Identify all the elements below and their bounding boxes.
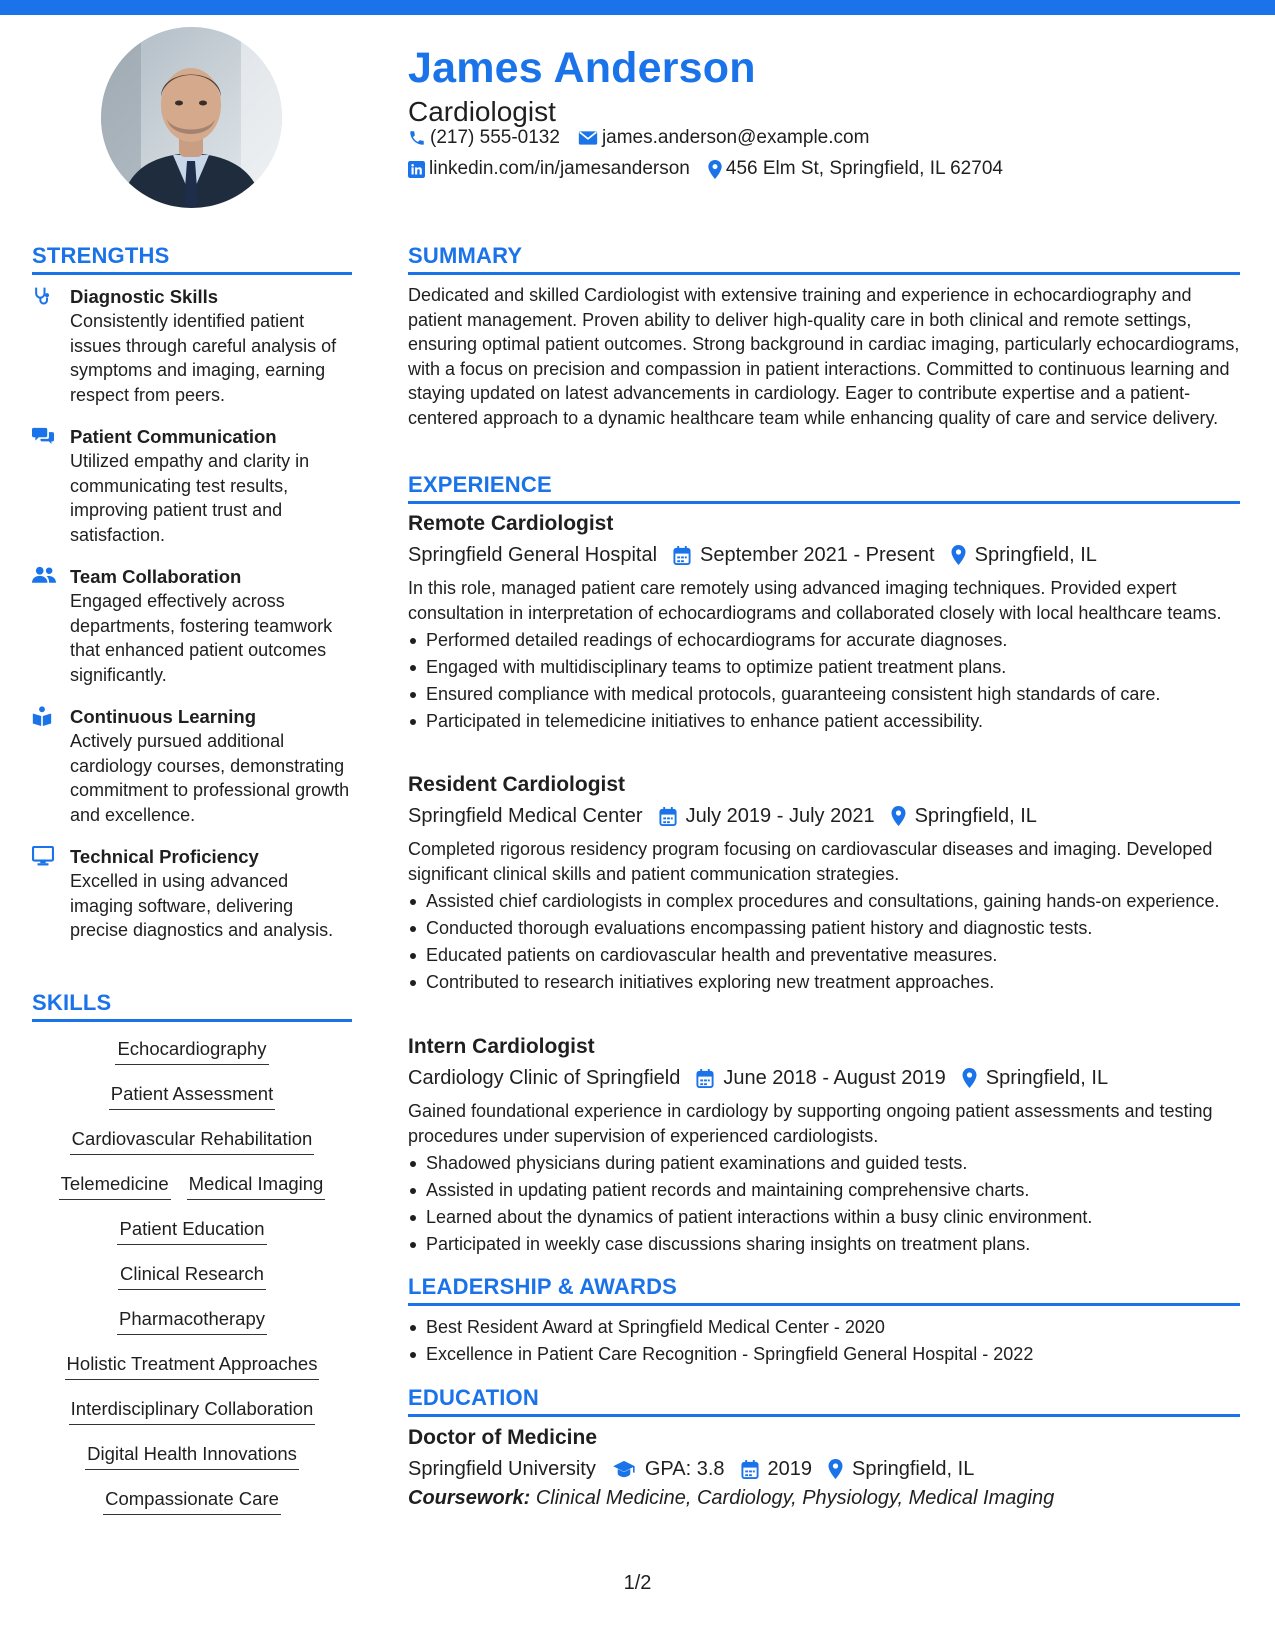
job-dates: June 2018 - August 2019 bbox=[723, 1067, 946, 1089]
summary-rule bbox=[408, 272, 1240, 275]
experience-rule bbox=[408, 501, 1240, 504]
job-description: Completed rigorous residency program focusing on cardiovascular diseases and imaging. Developed significant clinical skills and patient communication strategies. bbox=[408, 839, 1213, 884]
envelope-icon bbox=[578, 130, 598, 146]
job-meta bbox=[408, 801, 1240, 831]
graduation-year: 2019 bbox=[767, 1458, 813, 1480]
list-item: Participated in telemedicine initiatives to enhance patient accessibility. bbox=[408, 709, 1240, 733]
job-location: Springfield, IL bbox=[974, 544, 1097, 566]
strength-title: Technical Proficiency bbox=[70, 846, 259, 867]
strength-desc: Excelled in using advanced imaging software, delivering precise diagnostics and analysis. bbox=[70, 871, 334, 940]
education-location: Springfield, IL bbox=[852, 1458, 975, 1480]
strengths-rule bbox=[32, 272, 352, 275]
company-name: Springfield General Hospital bbox=[408, 544, 658, 566]
skills-rule bbox=[32, 1019, 352, 1022]
job-location: Springfield, IL bbox=[914, 805, 1037, 827]
strength-item bbox=[32, 285, 352, 407]
strength-item bbox=[32, 565, 352, 687]
address-item bbox=[708, 158, 1003, 180]
strengths-heading: STRENGTHS bbox=[32, 243, 170, 268]
linkedin-link[interactable]: linkedin.com/in/jamesanderson bbox=[429, 158, 690, 179]
graduation-cap-icon bbox=[612, 1460, 636, 1478]
map-pin-icon bbox=[891, 806, 906, 826]
contact-row-2 bbox=[408, 158, 1021, 180]
company-name: Springfield Medical Center bbox=[408, 805, 643, 827]
list-item: Engaged with multidisciplinary teams to optimize patient treatment plans. bbox=[408, 655, 1240, 679]
skill-tag: Clinical Research bbox=[118, 1261, 266, 1290]
stethoscope-icon bbox=[32, 285, 70, 407]
job-meta bbox=[408, 1063, 1240, 1093]
leadership-heading: LEADERSHIP & AWARDS bbox=[408, 1274, 678, 1299]
school-name: Springfield University bbox=[408, 1458, 596, 1480]
job-title: Intern Cardiologist bbox=[408, 1035, 595, 1058]
profile-photo bbox=[101, 27, 282, 208]
list-item: Best Resident Award at Springfield Medical Center - 2020 bbox=[408, 1315, 1240, 1339]
skill-tag: Holistic Treatment Approaches bbox=[65, 1351, 320, 1380]
map-pin-icon bbox=[708, 160, 722, 179]
phone-item bbox=[408, 127, 560, 149]
list-item: Educated patients on cardiovascular health and preventative measures. bbox=[408, 943, 1240, 967]
skill-tag: Compassionate Care bbox=[103, 1486, 281, 1515]
job-dates: July 2019 - July 2021 bbox=[685, 805, 875, 827]
coursework bbox=[408, 1484, 1240, 1512]
education-rule bbox=[408, 1414, 1240, 1417]
phone-text[interactable]: (217) 555-0132 bbox=[430, 127, 560, 148]
experience-heading: EXPERIENCE bbox=[408, 472, 552, 497]
summary-heading: SUMMARY bbox=[408, 243, 523, 268]
skill-tag: Patient Education bbox=[117, 1216, 266, 1245]
strengths-list bbox=[32, 285, 352, 961]
awards-list bbox=[408, 1315, 1240, 1369]
list-item: Performed detailed readings of echocardiograms for accurate diagnoses. bbox=[408, 628, 1240, 652]
skill-tag: Interdisciplinary Collaboration bbox=[69, 1396, 316, 1425]
skill-tag: Cardiovascular Rehabilitation bbox=[70, 1126, 315, 1155]
phone-icon bbox=[408, 129, 426, 147]
list-item: Conducted thorough evaluations encompassing patient history and diagnostic tests. bbox=[408, 916, 1240, 940]
summary-text: Dedicated and skilled Cardiologist with extensive training and experience in echocardiography and patient management. Proven ability to deliver high-quality care in both clinical and remote settings, ensuring optimal patient outcomes. Strong background in cardiac imaging, particularly echocardiograms, with a focus on precision and compassion in patient interactions. Committed to continuous learning and staying updated on latest advancements in cardiology. Eager to contribute expertise and a patient-centered approach to a dynamic healthcare team while enhancing quality of care and service delivery. bbox=[408, 285, 1240, 428]
email-item bbox=[578, 127, 869, 149]
strength-item bbox=[32, 845, 352, 943]
list-item: Learned about the dynamics of patient interactions within a busy clinic environment. bbox=[408, 1205, 1240, 1229]
list-item: Shadowed physicians during patient examinations and guided tests. bbox=[408, 1151, 1240, 1175]
chat-bubbles-icon bbox=[32, 425, 70, 547]
list-item: Excellence in Patient Care Recognition - Springfield General Hospital - 2022 bbox=[408, 1342, 1240, 1366]
linkedin-icon bbox=[408, 161, 425, 178]
skills-heading: SKILLS bbox=[32, 990, 112, 1015]
book-reader-icon bbox=[32, 705, 70, 827]
list-item: Contributed to research initiatives exploring new treatment approaches. bbox=[408, 970, 1240, 994]
strength-title: Patient Communication bbox=[70, 426, 277, 447]
list-item: Assisted in updating patient records and maintaining comprehensive charts. bbox=[408, 1178, 1240, 1202]
strength-item bbox=[32, 425, 352, 547]
strength-title: Team Collaboration bbox=[70, 566, 242, 587]
job-meta bbox=[408, 540, 1240, 570]
map-pin-icon bbox=[828, 1459, 843, 1479]
job-location: Springfield, IL bbox=[985, 1067, 1109, 1089]
job-bullets bbox=[408, 628, 1240, 733]
email-link[interactable]: james.anderson@example.com bbox=[601, 127, 870, 148]
contact-row-1 bbox=[408, 127, 887, 149]
list-item: Assisted chief cardiologists in complex procedures and consultations, gaining hands-on experience. bbox=[408, 889, 1240, 913]
company-name: Cardiology Clinic of Springfield bbox=[408, 1067, 681, 1089]
list-item: Participated in weekly case discussions sharing insights on treatment plans. bbox=[408, 1232, 1240, 1256]
strength-desc: Utilized empathy and clarity in communicating test results, improving patient trust and satisfaction. bbox=[70, 451, 310, 545]
map-pin-icon bbox=[962, 1068, 977, 1088]
coursework-label: Coursework: bbox=[408, 1487, 531, 1509]
education-meta bbox=[408, 1454, 1240, 1484]
leadership-rule bbox=[408, 1303, 1240, 1306]
calendar-icon bbox=[696, 1069, 714, 1088]
skill-tag: Patient Assessment bbox=[109, 1081, 275, 1110]
job-description: Gained foundational experience in cardiology by supporting ongoing patient assessments and testing procedures under supervision of experienced cardiologists. bbox=[408, 1101, 1213, 1146]
linkedin-item bbox=[408, 158, 690, 180]
candidate-title: Cardiologist bbox=[408, 96, 556, 127]
strength-title: Continuous Learning bbox=[70, 706, 257, 727]
skill-tag: Digital Health Innovations bbox=[85, 1441, 299, 1470]
strength-item bbox=[32, 705, 352, 827]
address-text: 456 Elm St, Springfield, IL 62704 bbox=[725, 158, 1003, 179]
list-item: Ensured compliance with medical protocols, guaranteeing consistent high standards of care. bbox=[408, 682, 1240, 706]
strength-title: Diagnostic Skills bbox=[70, 286, 219, 307]
skill-tag: Medical Imaging bbox=[187, 1171, 326, 1200]
job-entry bbox=[408, 510, 1240, 736]
map-pin-icon bbox=[951, 545, 966, 565]
skill-tag: Pharmacotherapy bbox=[117, 1306, 267, 1335]
job-bullets bbox=[408, 1151, 1240, 1256]
strength-desc: Engaged effectively across departments, fostering teamwork that enhanced patient outcomes significantly. bbox=[70, 591, 333, 685]
gpa-text: GPA: 3.8 bbox=[644, 1458, 725, 1480]
job-bullets bbox=[408, 889, 1240, 994]
strength-desc: Consistently identified patient issues through careful analysis of symptoms and imaging, earning respect from peers. bbox=[70, 311, 337, 405]
education-entry bbox=[408, 1424, 1240, 1512]
job-description: In this role, managed patient care remotely using advanced imaging techniques. Provided expert consultation in interpretation of echocardiograms and collaborated closely with local healthcare teams. bbox=[408, 578, 1222, 623]
candidate-name: James Anderson bbox=[408, 44, 756, 92]
job-title: Resident Cardiologist bbox=[408, 773, 626, 796]
job-entry bbox=[408, 1033, 1240, 1259]
job-entry bbox=[408, 771, 1240, 997]
monitor-icon bbox=[32, 845, 70, 943]
strength-desc: Actively pursued additional cardiology courses, demonstrating commitment to professional growth and excellence. bbox=[70, 731, 350, 825]
top-accent-bar bbox=[0, 0, 1275, 15]
skill-tag: Echocardiography bbox=[115, 1036, 268, 1065]
degree-title: Doctor of Medicine bbox=[408, 1426, 598, 1449]
skills-list bbox=[32, 1036, 352, 1531]
calendar-icon bbox=[659, 807, 677, 826]
education-heading: EDUCATION bbox=[408, 1385, 539, 1410]
calendar-icon bbox=[741, 1460, 759, 1479]
page-number: 1/2 bbox=[623, 1572, 652, 1594]
job-dates: September 2021 - Present bbox=[700, 544, 935, 566]
coursework-list: Clinical Medicine, Cardiology, Physiology, Medical Imaging bbox=[535, 1487, 1055, 1509]
skill-tag: Telemedicine bbox=[59, 1171, 171, 1200]
job-title: Remote Cardiologist bbox=[408, 512, 614, 535]
users-icon bbox=[32, 565, 70, 687]
calendar-icon bbox=[673, 546, 691, 565]
